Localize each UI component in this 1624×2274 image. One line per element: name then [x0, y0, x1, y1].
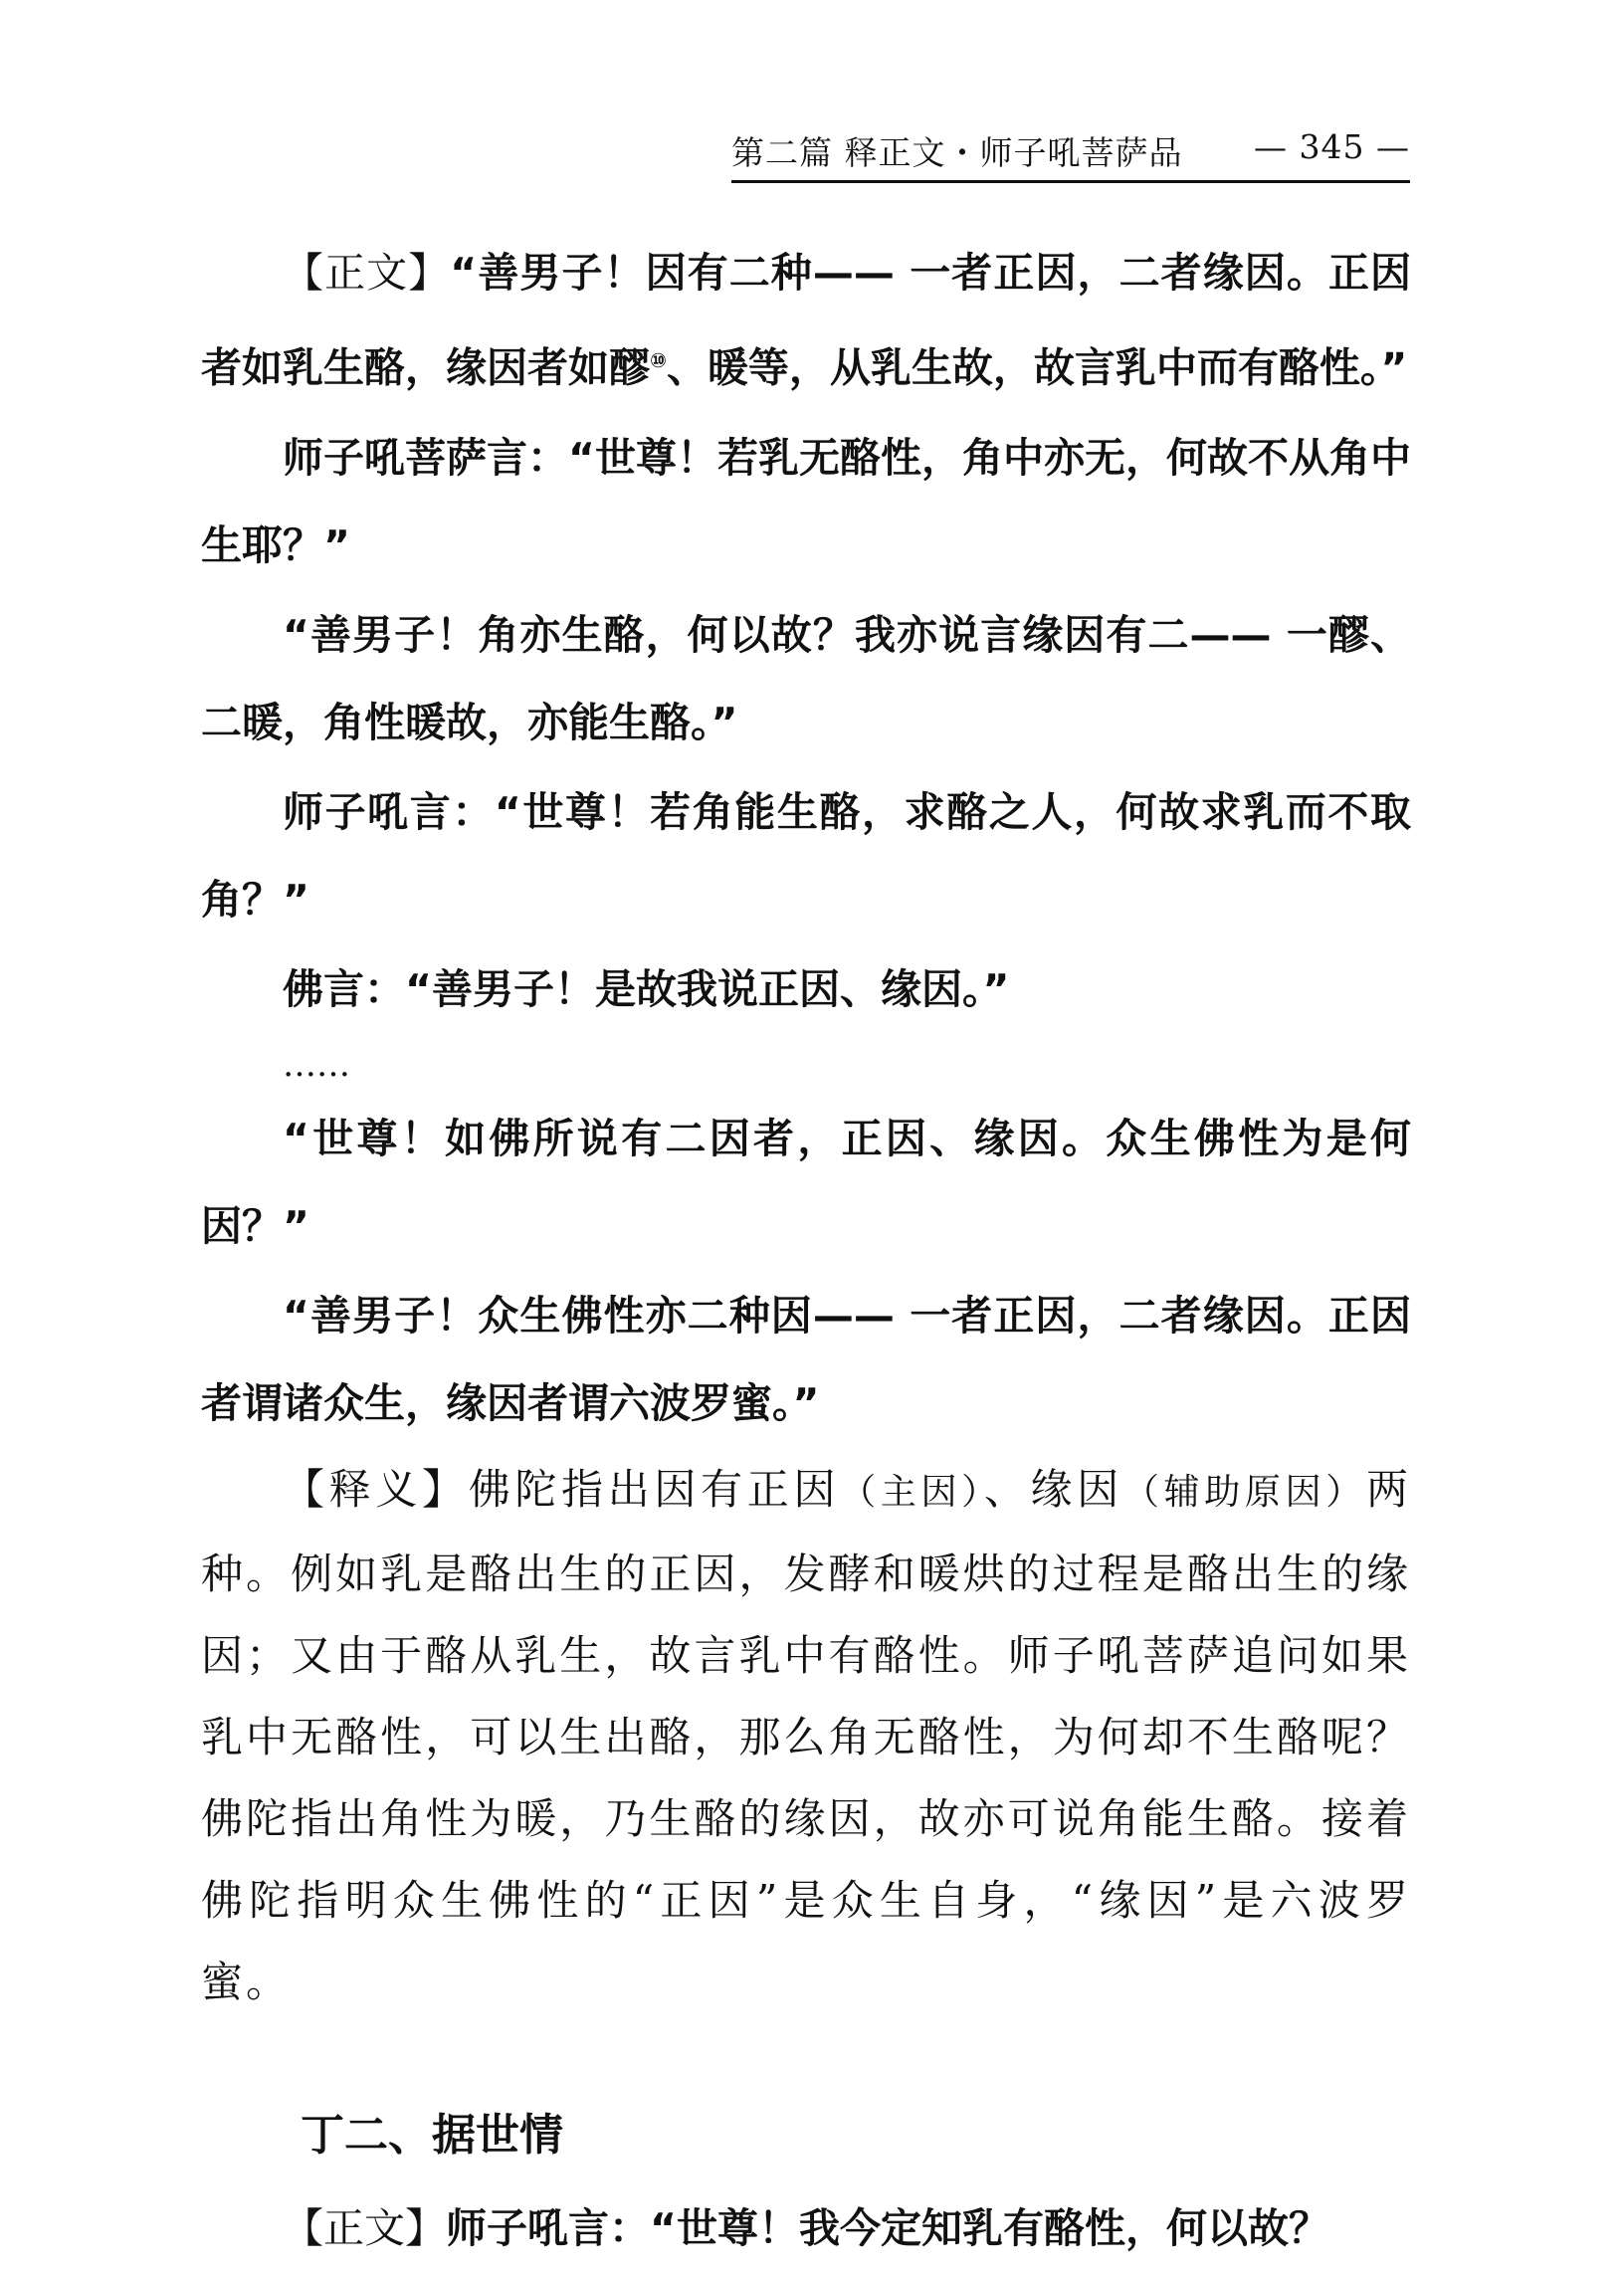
commentary-text: 两种。例如乳是酪出生的正因，发酵和暖烘的过程是酪出生的缘因；又由于酪从乳生，故言乳中有酪性。师子吼菩萨追问如果乳中无酪性，可以生出酪，那么角无酪性，为何却不生酪呢？佛陀指出角性为暖，乃生酪的缘因，故亦可说角能生酪。接着佛陀指明众生佛性的“正因”是众生自身，“缘因”是六波罗蜜。 [201, 1464, 1411, 2006]
scripture-text: 、暖等，从乳生故，故言乳中而有酪性。” [666, 343, 1408, 392]
commentary-note: （主因） [840, 1471, 984, 1513]
commentary-label: 【释义】 [283, 1464, 469, 1514]
commentary-text: 佛陀指出因有正因 [468, 1464, 841, 1514]
scripture-paragraph-4: 师子吼言：“世尊！若角能生酪，求酪之人，何故求乳而不取角？” [201, 787, 1411, 924]
scripture-label: 【正文】 [283, 2203, 446, 2252]
scripture-paragraph-2: 师子吼菩萨言：“世尊！若乳无酪性，角中亦无，何故不从角中生耶？” [201, 433, 1411, 569]
scripture-text: 师子吼言：“世尊！我今定知乳有酪性，何以故？ [446, 2203, 1329, 2252]
commentary-label-wrap [283, 1465, 469, 1514]
commentary-paragraph [201, 1449, 1411, 2023]
text-body [201, 229, 1411, 2274]
running-header [731, 127, 1410, 183]
scripture-paragraph-1 [201, 229, 1411, 412]
commentary-text: 、缘因 [983, 1464, 1123, 1514]
scripture-paragraph-3: “善男子！角亦生酪，何以故？我亦说言缘因有二—— 一醪、二暖，角性暖故，亦能生酪。” [201, 610, 1411, 746]
section-heading: 丁二、据世情 [301, 2109, 563, 2161]
scripture-text: “善男子！因有二种—— 一者正因，二者缘因。正因者如乳生酪，缘因者如醪 [201, 249, 1412, 392]
scripture-paragraph-5: 佛言：“善男子！是故我说正因、缘因。” [283, 964, 1010, 1013]
scripture-paragraph-6: “世尊！如佛所说有二因者，正因、缘因。众生佛性为是何因？” [201, 1114, 1411, 1250]
scripture-paragraph-8 [201, 2184, 1411, 2272]
scripture-label: 【正文】 [283, 249, 451, 297]
page-number: — 345 — [1254, 127, 1410, 166]
scripture-paragraph-7: “善男子！众生佛性亦二种因—— 一者正因，二者缘因。正因者谓诸众生，缘因者谓六波罗蜜。” [201, 1291, 1411, 1427]
ellipsis: …… [283, 1044, 350, 1085]
footnote-marker: ⑩ [650, 348, 667, 372]
running-title: 第二篇 释正文・师子吼菩萨品 [731, 133, 1183, 172]
commentary-note: （辅助原因） [1122, 1471, 1366, 1513]
